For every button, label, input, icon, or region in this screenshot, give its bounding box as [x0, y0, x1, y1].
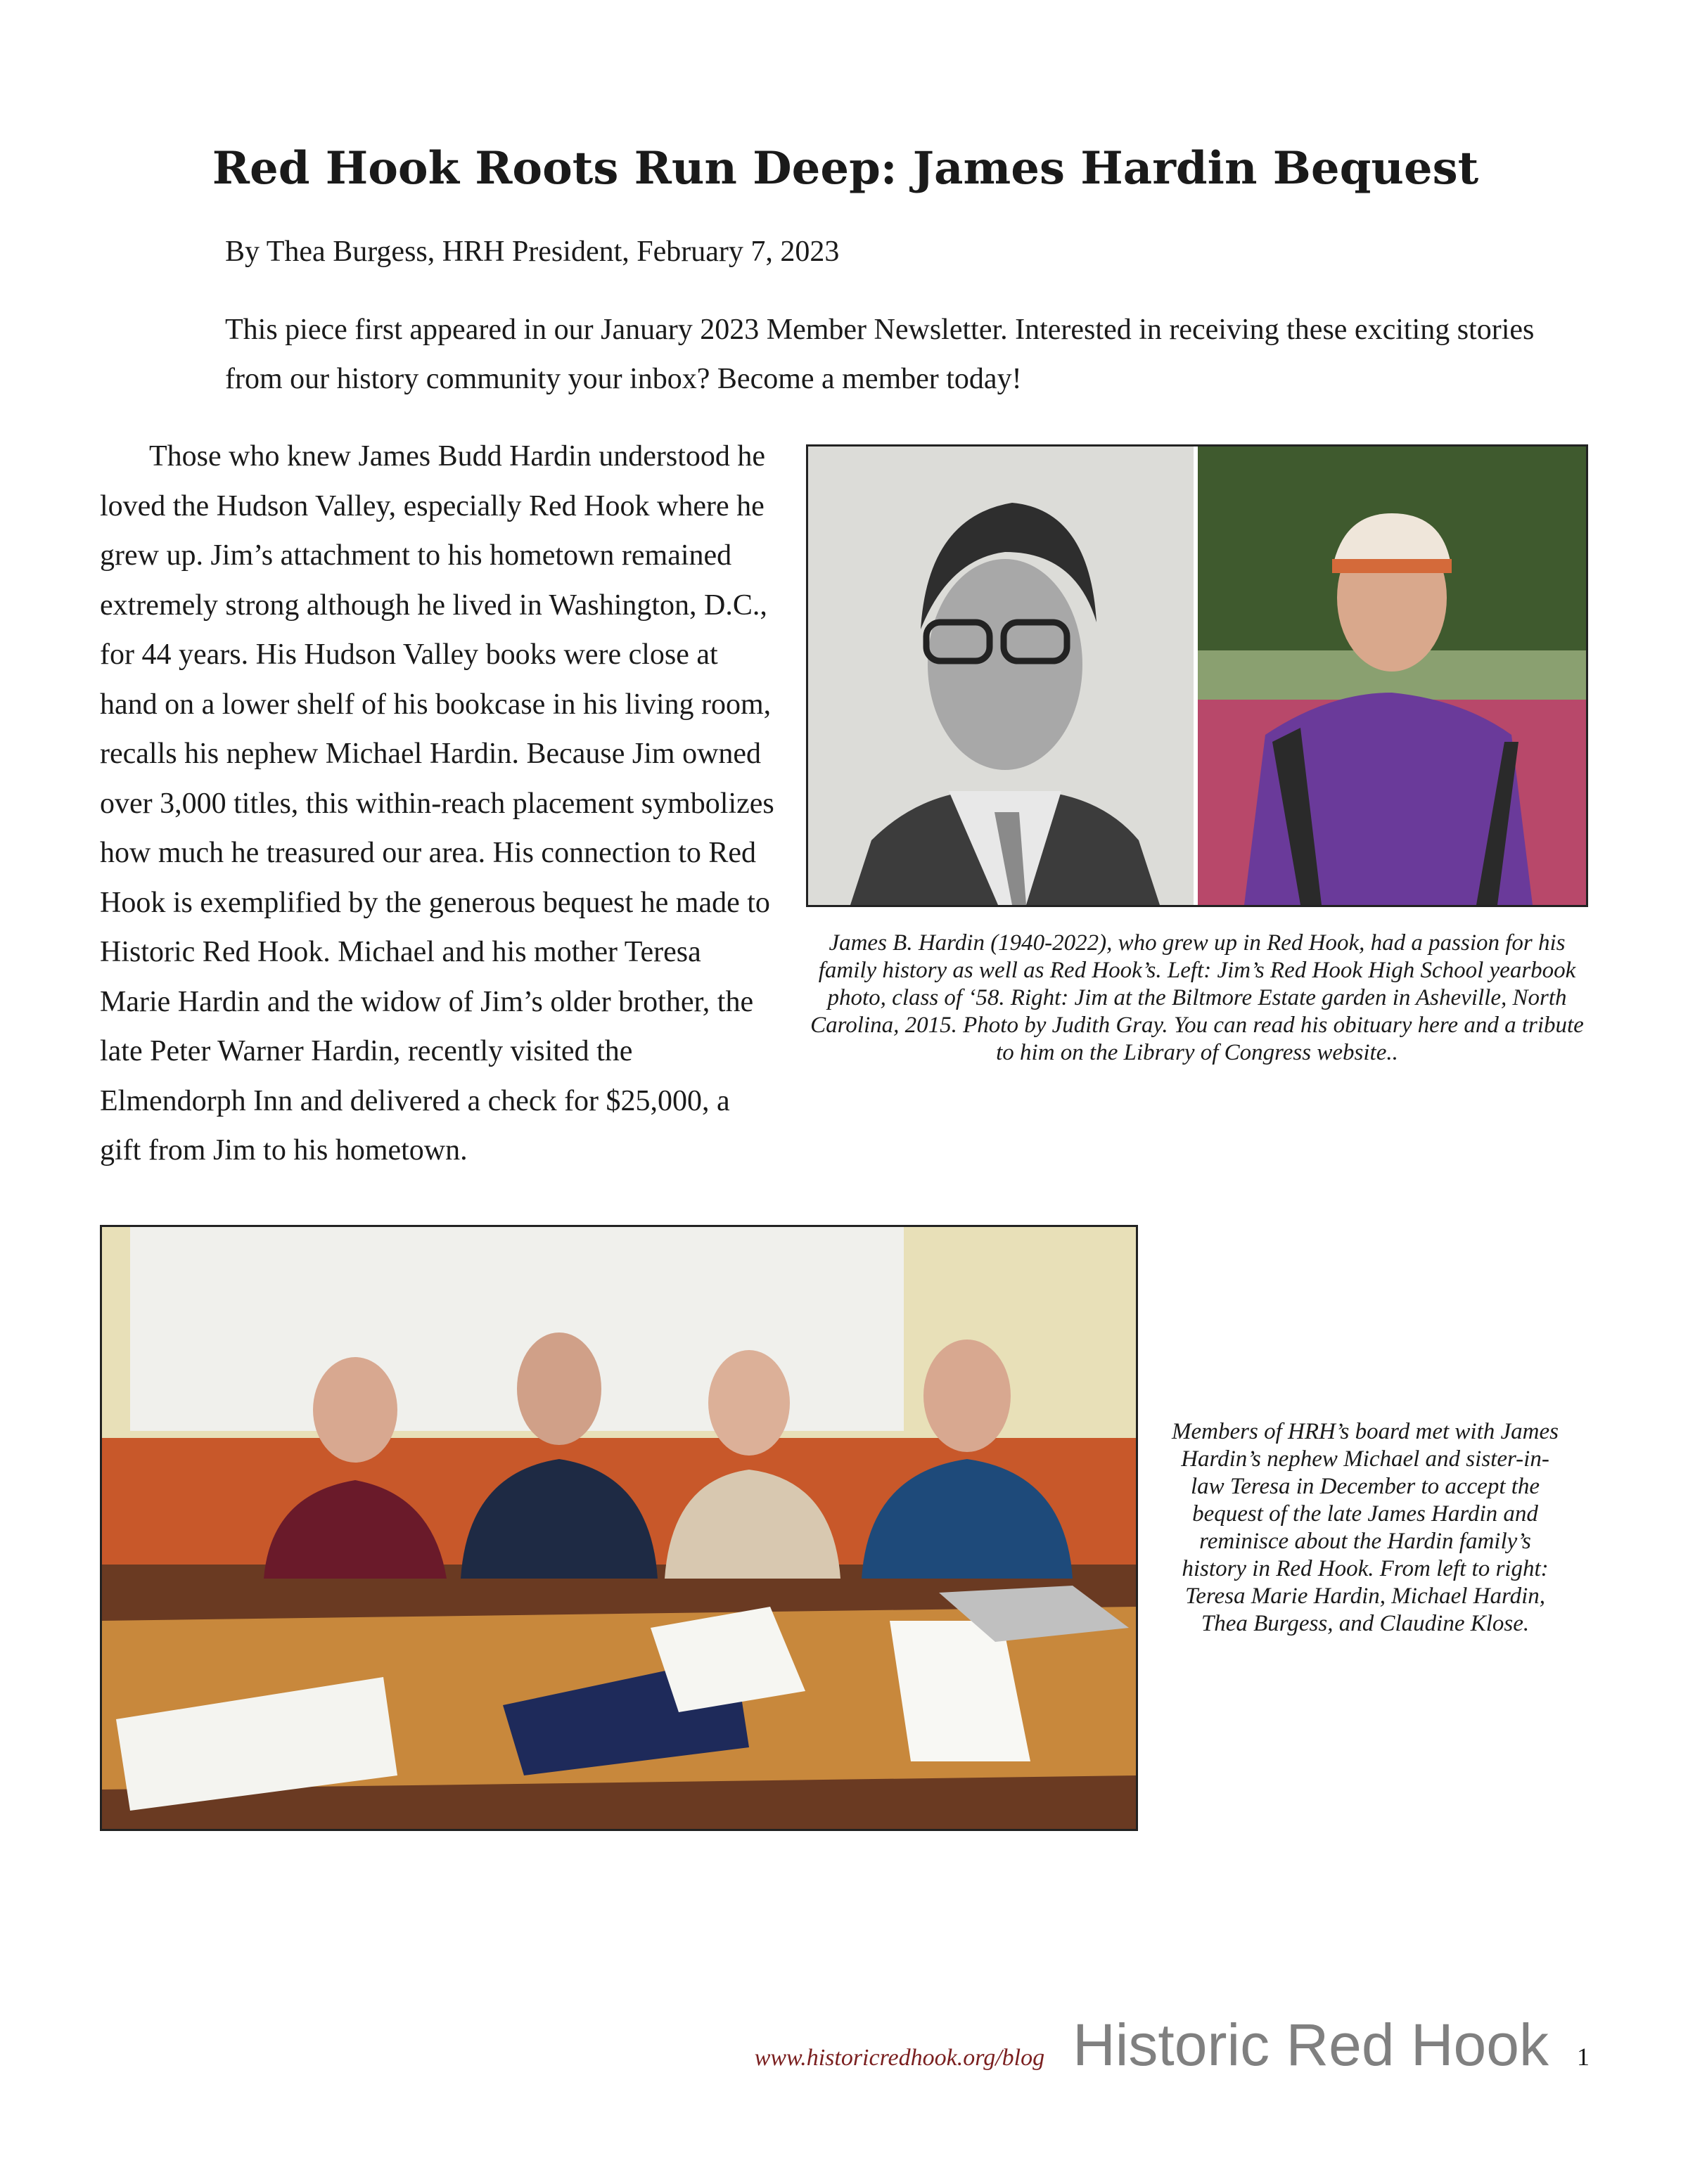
body-column: Those who knew James Budd Hardin understood he loved the Hudson Valley, especially Red Hook where he grew up. Jim’s attachment to his hometown remained extremely strong although he lived in Washington, D.C., for 44 years. His Hudson Valley books were close at hand on a lower shelf of his bookcase in his living room, recalls his nephew Michael Hardin. Because Jim owned over 3,000 titles, this within-reach placement symbolizes how much he treasured our area. His connection to Red Hook is exemplified by the generous bequest he made to Historic Red Hook. Michael and his mother Teresa Marie Hardin and the widow of Jim’s [100, 440, 774, 1018]
figure-caption-portraits: James B. Hardin (1940-2022), who grew up in Red Hook, had a passion for his family history as well as Red Hook’s. Left: Jim’s Red Hook High School yearbook photo, class of ‘58. Right: Jim at the Biltmore Estate garden in Asheville, North Carolina, 2015. Photo by Judith Gray. You can read his obituary here and a tribute to him on the Library of Congress website.. [810, 930, 1584, 1065]
figure-caption-board: Members of HRH’s board met with James Hardin’s nephew Michael and sister-in-law Teresa in December to accept the bequest of the late James Hardin and reminisce about the Hardin family’s history in Red Hook. From left to right: Teresa Marie Hardin, Michael Hardin, Thea Burgess, and Claudine Klose. [1172, 1418, 1559, 1636]
article-title: Red Hook Roots Run Deep: James Hardin Bequest [212, 142, 1479, 195]
footer-brand: Historic Red Hook [1073, 2012, 1549, 2078]
body-continued: older brother, the late Peter Warner Hardin, recently visited the Elmendorph Inn and delivered a check for $25,000, a gift from Jim to his hometown. [100, 985, 754, 1167]
figure-board-meeting [100, 1225, 1591, 1831]
intro-paragraph: This piece first appeared in our January 2023 Member Newsletter. Interested in receiving these exciting stories from our history community your inbox? Become a member today! [225, 314, 1535, 395]
board-meeting-photo [100, 1225, 1138, 1831]
footer [755, 2011, 1590, 2079]
figure-portraits [806, 444, 1588, 1067]
page-number: 1 [1577, 2043, 1590, 2071]
hardin-portraits-photo [806, 444, 1588, 907]
footer-blog-link[interactable]: www.historicredhook.org/blog [754, 2045, 1045, 2071]
article-body [100, 432, 1591, 1831]
byline: By Thea Burgess, HRH President, February 7, 2023 [225, 236, 840, 268]
page [100, 141, 1591, 1831]
